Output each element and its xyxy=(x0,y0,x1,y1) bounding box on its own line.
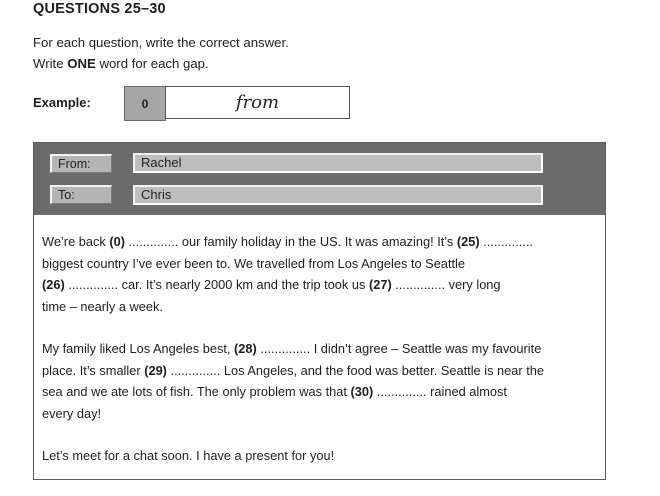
email-header xyxy=(34,143,605,215)
email-body xyxy=(42,231,597,488)
to-field: Chris xyxy=(133,185,543,205)
question-number: (0) xyxy=(109,234,125,249)
instruction-text: Write xyxy=(33,56,68,71)
question-number: (26) xyxy=(42,277,65,292)
email-text: place. It’s smaller xyxy=(42,362,145,378)
email-text: We’re back xyxy=(42,234,110,249)
email-paragraph xyxy=(42,445,597,467)
email-text: biggest country I’ve ever been to. We travelled from Los Angeles to Seattle xyxy=(42,255,466,271)
question-number: (30) xyxy=(350,384,374,399)
question-number: (27) xyxy=(368,277,392,292)
email-paragraph xyxy=(42,338,597,424)
to-label: To: xyxy=(50,185,112,204)
page-title: QUESTIONS 25–30 xyxy=(33,1,166,17)
email-text: sea and we ate lots of fish. The only problem was that xyxy=(42,384,351,399)
email-text: .............. car. It’s nearly 2000 km and the trip took us xyxy=(64,277,369,292)
from-label: From: xyxy=(50,154,112,173)
example-label: Example: xyxy=(33,95,91,110)
email-text: .............. Los Angeles, and the food was better. Seattle is near the xyxy=(166,362,544,378)
question-number: (28) xyxy=(234,341,257,356)
example-answer-box: from xyxy=(165,86,350,119)
instruction-text: word for each gap. xyxy=(95,56,209,71)
email-text: .............. rained almost xyxy=(373,384,507,399)
email-panel xyxy=(33,142,606,480)
question-number: (29) xyxy=(144,362,167,378)
email-text: .............. I didn’t agree – Seattle was my favourite xyxy=(256,341,542,356)
email-paragraph xyxy=(42,231,597,317)
email-text: time – nearly a week. xyxy=(42,298,163,314)
email-text: My family liked Los Angeles best, xyxy=(42,341,235,356)
email-text: every day! xyxy=(42,405,102,421)
instruction-line-1: For each question, write the correct answer. xyxy=(33,35,289,50)
example-number-box: 0 xyxy=(124,86,166,121)
question-number: (25) xyxy=(456,234,480,249)
email-text: .............. very long xyxy=(391,277,501,292)
email-text: .............. our family holiday in the US. It was amazing! It’s xyxy=(124,234,457,249)
instruction-line-2 xyxy=(33,55,209,73)
email-text: .............. xyxy=(479,234,533,249)
from-field: Rachel xyxy=(133,153,543,173)
email-text: Let’s meet for a chat soon. I have a present for you! xyxy=(42,448,335,463)
instruction-emphasis: ONE xyxy=(67,56,96,71)
